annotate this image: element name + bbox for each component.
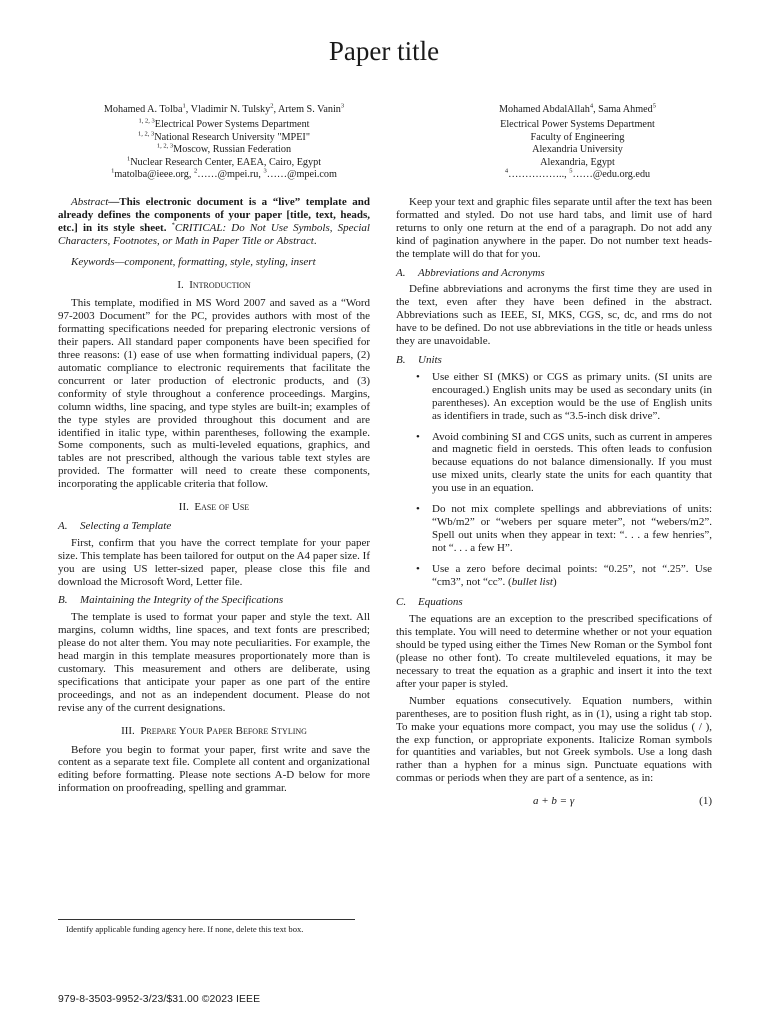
equation: a + b = γ	[533, 795, 575, 808]
list-item: • Do not mix complete spellings and abbreviations of units: “Wb/m2” or “webers per square meter”, not “webers/m2”. Spell out units when they appear in text: “. . . a few henries”, not “. . . a few H”.	[396, 503, 712, 555]
section-number: II.	[178, 501, 189, 514]
section-number: III.	[121, 724, 135, 737]
affiliation-text: National Research University "MPEI"	[154, 131, 310, 143]
abstract-text: This electronic document is a “live” template and already defines the components of your paper [title, text, heads, etc.] in its style sheet.	[58, 196, 370, 234]
affiliation-text: Moscow, Russian Federation	[173, 144, 292, 156]
author-name: Sama Ahmed	[598, 104, 653, 115]
affiliation-line: Alexandria University	[532, 144, 623, 156]
body-paragraph: Keep your text and graphic files separate until after the text has been formatted and styled. Do not use hard tabs, and limit use of hard returns to only one return at the end of a paragraph. Do not add any kind of pagination anywhere in the paper. Do not number text heads-the template will do that for you.	[396, 196, 712, 260]
subsection-letter: B.	[396, 353, 406, 366]
author-name: Vladimir N. Tulsky	[190, 104, 271, 115]
equation-number: (1)	[699, 795, 712, 808]
abstract-end: .	[313, 234, 317, 247]
email-sup: 4	[504, 167, 509, 175]
list-item	[396, 563, 712, 589]
subsection-heading	[396, 354, 712, 367]
equation-row	[396, 795, 712, 815]
abstract-star: *	[171, 221, 175, 229]
author-names: Mohamed A. Tolba$^1$, Vladimir N. Tulsky$^2$, Artem S. Vanin$^3$	[103, 102, 345, 115]
email-link[interactable]: ……@mpei.ru,	[197, 169, 261, 181]
funding-footnote: Identify applicable funding agency here. If none, delete this text box.	[66, 924, 304, 934]
body-paragraph: First, confirm that you have the correct template for your paper size. This template has been tailored for output on the A4 paper size. If you are using US letter-sized paper, please close this file and download the Microsoft Word, Letter file.	[58, 536, 370, 588]
author-name: Mohamed A. Tolba	[103, 104, 183, 115]
affiliation-line	[58, 132, 390, 144]
email-link[interactable]: ……@edu.org.edu	[572, 169, 651, 181]
author-names: Mohamed AbdalAllah$^4$, Sama Ahmed$^5$	[498, 102, 657, 115]
abstract	[58, 196, 370, 248]
section-title: Prepare Your Paper Before Styling	[140, 724, 307, 737]
affiliation-sup: 1	[126, 155, 131, 163]
affiliation-text: Electrical Power Systems Department	[154, 119, 310, 131]
copyright-notice: 979-8-3503-9952-3/23/$31.00 ©2023 IEEE	[58, 994, 261, 1005]
email-sup: 3	[263, 167, 267, 175]
affiliation-line: Electrical Power Systems Department	[500, 119, 655, 131]
email-link[interactable]: ……………..,	[508, 169, 567, 181]
subsection-heading	[396, 267, 712, 280]
affiliation-sup: 1, 2, 3	[138, 130, 155, 138]
subsection-title: Selecting a Template	[80, 519, 172, 532]
author-block-left	[58, 104, 390, 181]
email-sup: 5	[569, 167, 573, 175]
left-column	[58, 196, 370, 799]
list-item: • Avoid combining SI and CGS units, such as current in amperes and magnetic field in oersteds. This often leads to confusion because equations do not balance dimensionally. If you must use mixed units, clearly state the units for each quantity that you use in an equation.	[396, 431, 712, 496]
section-number: I.	[177, 278, 184, 291]
list-item-italic: bullet list	[511, 575, 553, 588]
affiliation-sup: 1, 2, 3	[156, 142, 174, 150]
bullet-list	[396, 371, 712, 589]
subsection-title: Equations	[418, 596, 463, 609]
subsection-title: Units	[418, 353, 442, 366]
body-paragraph: Define abbreviations and acronyms the first time they are used in the text, even after they have been defined in the abstract. Abbreviations such as IEEE, SI, MKS, CGS, sc, dc, and rms do not have to be defined. Do not use abbreviations in the title or heads unless they are unavoidable.	[396, 283, 712, 348]
list-item-text: Use a zero before decimal points: “0.25”, not “.25”. Use “cm3”, not “cc”. (	[432, 562, 712, 588]
email-line	[58, 169, 390, 181]
right-column	[396, 196, 712, 815]
section-title: Introduction	[189, 278, 251, 291]
footnote-divider	[58, 919, 355, 920]
author-sup: 5	[652, 102, 657, 110]
abstract-label: Abstract	[71, 196, 109, 208]
email-line	[405, 169, 750, 181]
subsection-letter: B.	[58, 594, 68, 607]
affiliation-line	[58, 119, 390, 131]
subsection-letter: C.	[396, 596, 407, 609]
affiliation-line: Faculty of Engineering	[530, 131, 625, 143]
affiliation-line	[58, 157, 390, 169]
author-sup: 3	[340, 102, 345, 110]
body-paragraph: Before you begin to format your paper, first write and save the content as a separate text file. Complete all content and organizational editing before formatting. Please note sections A-D below for more information on proofreading, spelling and grammar.	[58, 743, 370, 795]
subsection-letter: A.	[396, 266, 406, 279]
subsection-heading	[396, 596, 712, 609]
section-title: Ease of Use	[194, 501, 250, 514]
email-sup: 2	[193, 167, 198, 175]
subsection-title: Abbreviations and Acronyms	[418, 266, 545, 279]
author-name: Artem S. Vanin	[277, 104, 341, 115]
email-link[interactable]: ……@mpei.com	[266, 169, 337, 181]
subsection-letter: A.	[58, 519, 68, 532]
affiliation-text: Nuclear Research Center, EAEA, Cairo, Egypt	[130, 156, 322, 168]
affiliation-line	[58, 144, 390, 156]
subsection-heading	[58, 520, 370, 533]
abstract-dash: —	[108, 196, 120, 208]
author-sup: 4	[589, 102, 594, 110]
list-item-end: )	[552, 575, 557, 588]
author-sup: 2	[270, 102, 274, 110]
list-item: • Use either SI (MKS) or CGS as primary units. (SI units are encouraged.) English units may be used as secondary units (in parentheses). An exception would be the use of English units as identifiers in trade, such as “3.5-inch disk drive”.	[396, 371, 712, 423]
body-paragraph: The equations are an exception to the prescribed specifications of this template. You will need to determine whether or not your equation should be typed using either the Times New Roman or the Symbol font (please no other font). To create multileveled equations, it may be necessary to treat the equation as a graphic and insert it into the text after your paper is styled.	[396, 613, 712, 690]
body-paragraph: Number equations consecutively. Equation numbers, within parentheses, are to position flush right, as in (1), using a right tab stop. To make your equations more compact, you may use the solidus ( / ), the exp function, or appropriate exponents. Italicize Roman symbols for quantities and variables, but not Greek symbols. Use a long dash rather than a hyphen for a minus sign. Punctuate equations with commas or periods when they are part of a sentence, as in:	[396, 694, 712, 785]
abstract-critical: CRITICAL: Do Not Use Symbols, Special Characters, Footnotes, or Math in Paper Title or Abstract	[58, 221, 370, 247]
affiliation-sup: 1, 2, 3	[138, 118, 155, 126]
section-heading	[58, 501, 370, 514]
author-name: Mohamed AbdalAllah	[498, 104, 590, 115]
body-paragraph: This template, modified in MS Word 2007 and saved as a “Word 97-2003 Document” for the PC, provides authors with most of the formatting specifications needed for preparing electronic versions of their papers. All standard paper components have been specified for three reasons: (1) ease of use when formatting individual papers, (2) automatic compliance to electronic requirements that facilitate the concurrent or later production of electronic products, and (3) conformity of style throughout a conference proceedings. Margins, column widths, line spacing, and type styles are built-in; examples of the type styles are provided throughout this document and are identified in italic type, within parentheses, following the example. Some components, such as multi-leveled equations, graphics, and tables are not prescribed, although the various table text styles are provided. The formatter will need to create these components, incorporating the applicable criteria that follow.	[58, 297, 370, 491]
email-link[interactable]: matolba@ieee.org,	[114, 169, 192, 181]
email-sup: 1	[111, 167, 115, 175]
keywords: Keywords—component, formatting, style, styling, insert	[71, 255, 316, 268]
author-block-right	[405, 104, 750, 181]
paper-title: Paper title	[328, 36, 440, 66]
author-sup: 1	[182, 102, 186, 110]
subsection-heading	[58, 594, 370, 607]
body-paragraph: The template is used to format your paper and style the text. All margins, column widths, line spaces, and text fonts are prescribed; please do not alter them. You may note peculiarities. For example, the head margin in this template measures proportionately more than is customary. This measurement and others are deliberate, using specifications that anticipate your paper as one part of the entire proceedings, and not as an independent document. Please do not revise any of the current designations.	[58, 611, 370, 714]
affiliation-line: Alexandria, Egypt	[540, 156, 615, 168]
section-heading	[58, 725, 370, 738]
subsection-title: Maintaining the Integrity of the Specifications	[80, 594, 284, 607]
section-heading	[58, 279, 370, 292]
